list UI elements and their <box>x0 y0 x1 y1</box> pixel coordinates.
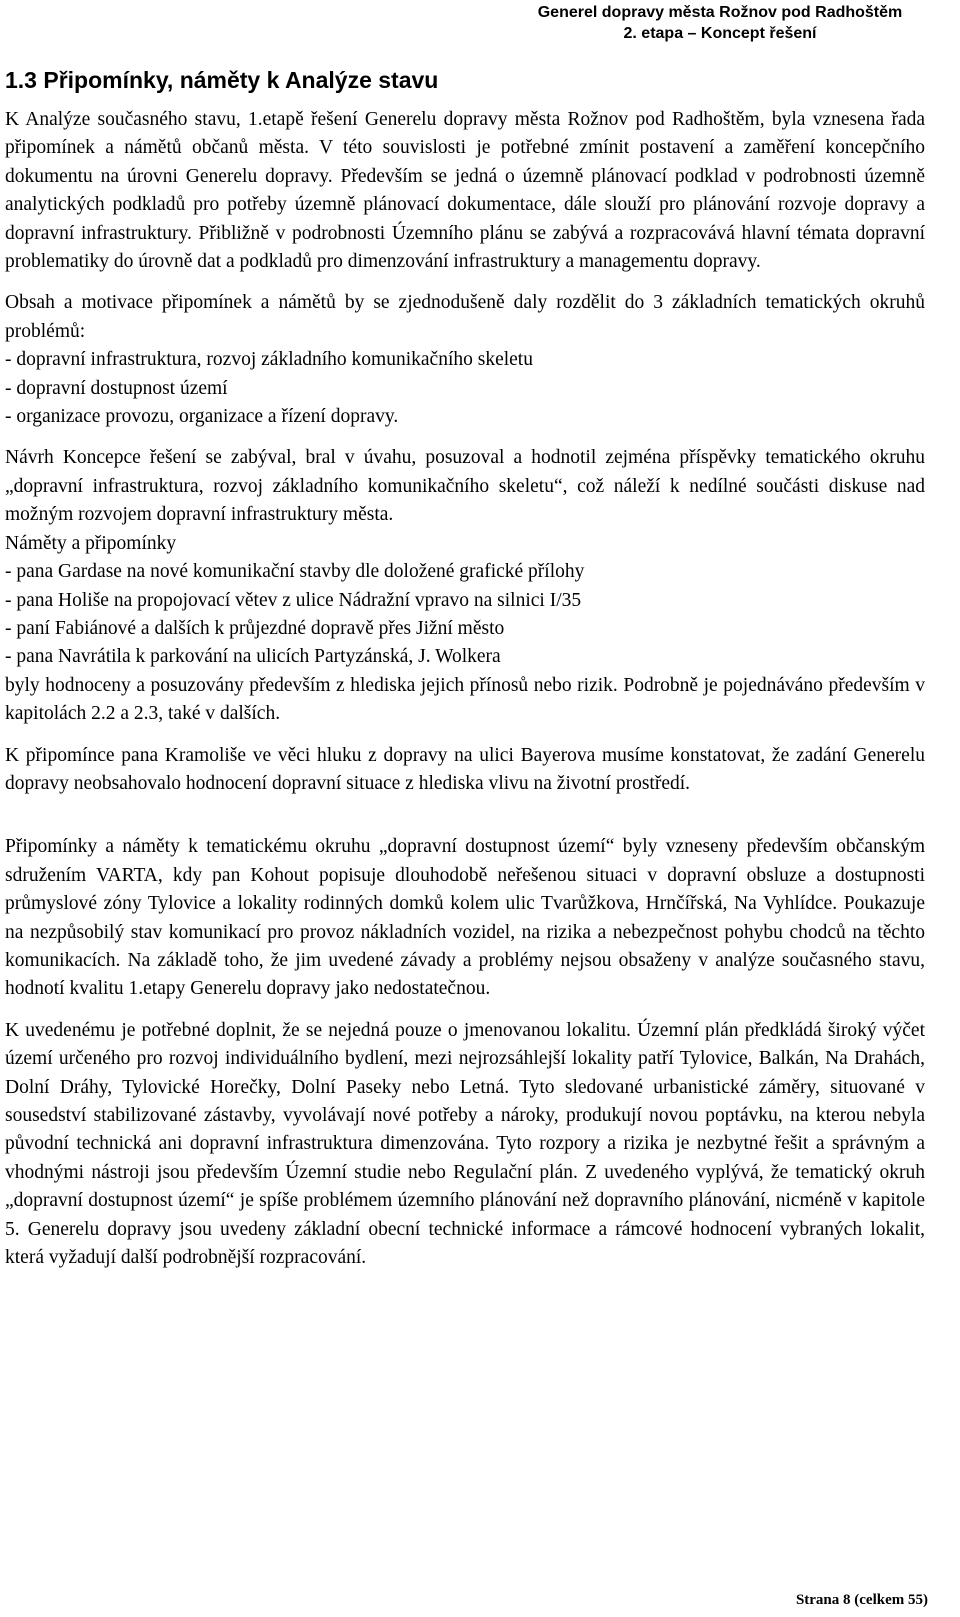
paragraph-noise: K připomínce pana Kramoliše ve věci hluku z dopravy na ulici Bayerova musíme konstatovat, že zadání Generelu dopravy neobsahovalo hodnocení dopravní situace z hlediska vlivu na životní prostředí. <box>5 744 925 794</box>
proposal-item: - pana Holiše na propojovací větev z ulice Nádražní vpravo na silnici I/35 <box>5 589 582 611</box>
proposals-outro: byly hodnoceny a posuzovány především z hlediska jejich přínosů nebo rizik. Podrobně je pojednáváno především v kapitolách 2.2 a 2.3, také v dalších. <box>5 674 925 725</box>
paragraph-accessibility: Připomínky a náměty k tematickému okruhu „dopravní dostupnost území“ byly vzneseny především občanským sdružením VARTA, kdy pan Kohout popisuje dlouhodobě neřešenou situaci v dopravní obsluze a dostupnosti průmyslové zóny Tylovice a lokality rodinných domků kolem ulic Tvarůžkova, Hrnčířská, Na Vyhlídce. Poukazuje na nezpůsobilý stav komunikací pro provoz nákladních vozidel, na rizika a nebezpečnost pohybu chodců na těchto komunikacích. Na základě toho, že jim uvedené závady a problémy nejsou obsaženy v analýze současného stavu, hodnotí kvalitu 1.etapy Generelu dopravy jako nedostatečnou. <box>5 836 925 1000</box>
header-subtitle: 2. etapa – Koncept řešení <box>623 25 817 42</box>
topic-item: - dopravní infrastruktura, rozvoj základního komunikačního skeletu <box>5 349 533 371</box>
section-title: 1.3 Připomínky, náměty k Analýze stavu <box>5 67 439 93</box>
page-number: Strana 8 (celkem 55) <box>795 1592 928 1608</box>
topics-intro: Obsah a motivace připomínek a námětů by se zjednodušeně daly rozdělit do 3 základních tematických okruhů problémů: <box>5 292 925 342</box>
paragraph-topics <box>5 289 925 431</box>
proposal-item: - paní Fabiánové a dalších k průjezdné dopravě přes Jižní město <box>5 617 505 639</box>
topic-item: - organizace provozu, organizace a řízení dopravy. <box>5 406 399 428</box>
document-header <box>510 2 930 44</box>
proposals-list-title: Náměty a připomínky <box>5 532 177 554</box>
paragraph-intro: K Analýze současného stavu, 1.etapě řešení Generelu dopravy města Rožnov pod Radhoštěm, byla vznesena řada připomínek a námětů občanů města. V této souvislosti je potřebné zmínit postavení a zaměření koncepčního dokumentu na úrovni Generelu dopravy. Především se jedná o územně plánovací podklad v podrobnosti územně analytických podkladů pro potřeby územně plánovací dokumentace, dále slouží pro plánování rozvoje dopravy a dopravní infrastruktury. Přibližně v podrobnosti Územního plánu se zabývá a rozpracovává hlavní témata dopravní problematiky do úrovně dat a podkladů pro dimenzování infrastruktury a managementu dopravy. <box>5 109 925 273</box>
paragraph-proposals <box>5 444 925 728</box>
document-body <box>5 66 925 1285</box>
proposal-item: - pana Gardase na nové komunikační stavby dle doložené grafické přílohy <box>5 561 585 583</box>
paragraph-supplement: K uvedenému je potřebné doplnit, že se nejedná pouze o jmenovanou lokalitu. Územní plán předkládá široký výčet území určeného pro rozvoj individuálního bydlení, mezi nejrozsáhlejší lokality patří Tylovice, Balkán, Na Drahách, Dolní Dráhy, Tylovické Horečky, Dolní Paseky nebo Letná. Tyto sledované urbanistické záměry, situované v sousedství stabilizované zástavby, vyvolávají nové potřeby a nároky, produkují novou poptávku, na kterou nebyla původní technická ani dopravní infrastruktura dimenzována. Tyto rozpory a rizika je nezbytné řešit a správným a vhodnými nástroji jsou především Územní studie nebo Regulační plán. Z uvedeného vyplývá, že tematický okruh „dopravní dostupnost území“ je spíše problémem územního plánování než dopravního plánování, nicméně v kapitole 5. Generelu dopravy jsou uvedeny základní obecní technické informace a rámcové hodnocení vybraných lokalit, která vyžadují další podrobnější rozpracování. <box>5 1019 925 1269</box>
proposal-item: - pana Navrátila k parkování na ulicích Partyzánská, J. Wolkera <box>5 646 501 668</box>
topic-item: - dopravní dostupnost území <box>5 377 228 399</box>
proposals-intro: Návrh Koncepce řešení se zabýval, bral v úvahu, posuzoval a hodnotil zejména příspěvky tematického okruhu „dopravní infrastruktura, rozvoj základního komunikačního skeletu“, což náleží k nedílné součásti diskuse nad možným rozvojem dopravní infrastruktury města. <box>5 447 925 526</box>
header-title: Generel dopravy města Rožnov pod Radhoštěm <box>537 4 903 21</box>
spacer <box>5 811 925 833</box>
